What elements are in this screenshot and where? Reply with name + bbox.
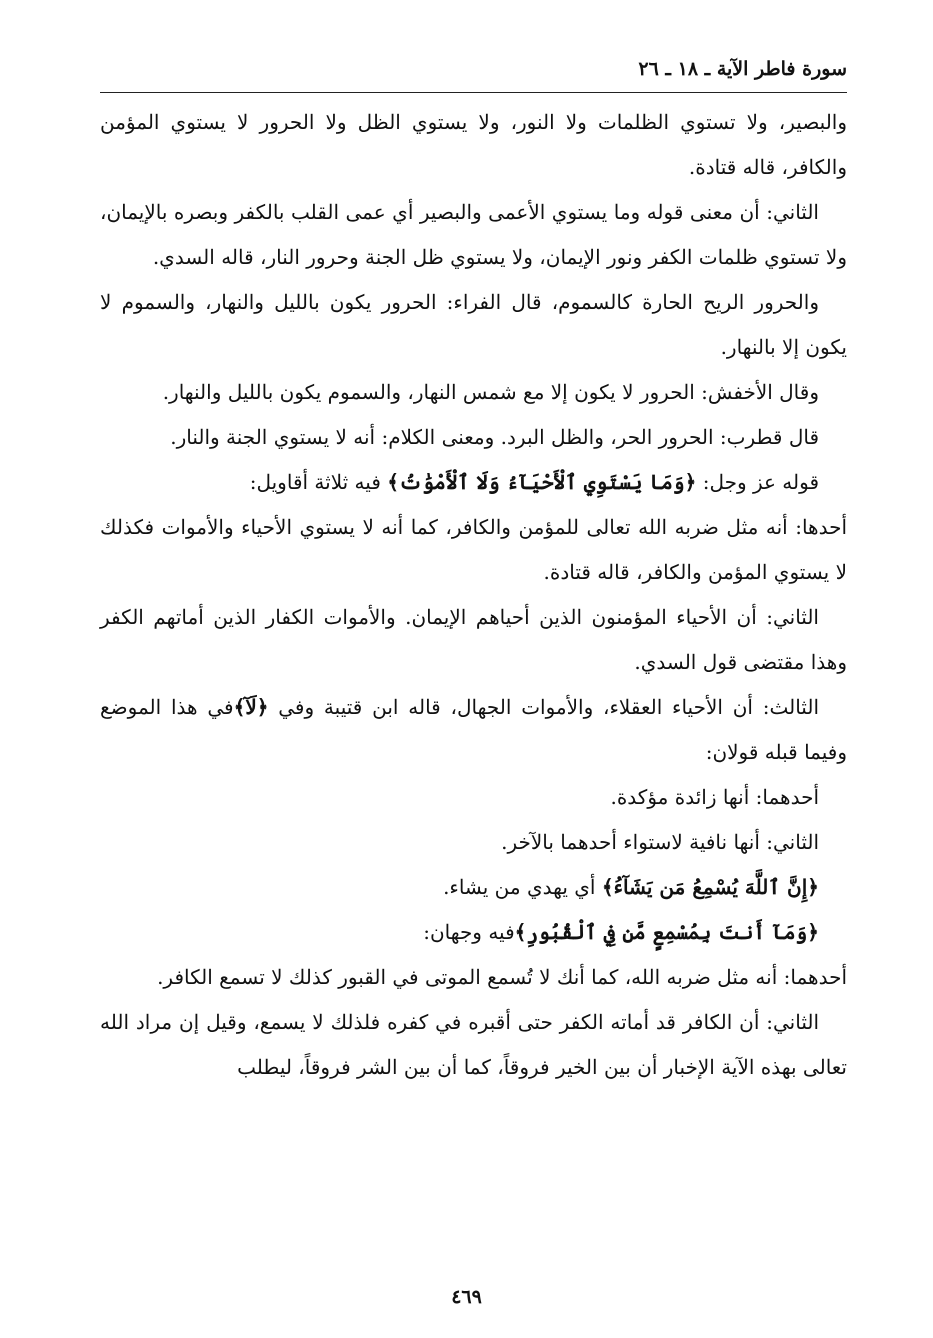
paragraph-6-post: فيه ثلاثة أقاويل: — [249, 470, 388, 494]
body-text — [100, 100, 847, 1090]
paragraph-7: أحدها: أنه مثل ضربه الله تعالى للمؤمن والكافر، كما أنه لا يستوي الأحياء والأموات فكذلك لا يستوي المؤمن والكافر، قاله قتادة. — [100, 515, 847, 584]
quran-verse: ﴿وَمَآ أَنتَ بِمُسْمِعٍ مَّن فِي ٱلْقُبُورِ﴾ — [514, 920, 819, 944]
quran-verse: ﴿وَمَا يَسْتَوِي ٱلْأَحْيَآءُ وَلَا ٱلْأَمْوَٰتُ﴾ — [387, 470, 697, 494]
paragraph-15: الثاني: أن الكافر قد أماته الكفر حتى أقبره في كفره فلذلك لا يسمع، وقيل إن مراد الله تعالى بهذه الآية الإخبار أن بين الخير فروقاً، كما أن بين الشر فروقاً، ليطلب — [100, 1010, 847, 1079]
paragraph-9 — [100, 685, 847, 775]
paragraph-8: الثاني: أن الأحياء المؤمنون الذين أحياهم الإيمان. والأموات الكفار الذين أماتهم الكفر وهذا مقتضى قول السدي. — [100, 605, 847, 674]
paragraph-5: قال قطرب: الحرور الحر، والظل البرد. ومعنى الكلام: أنه لا يستوي الجنة والنار. — [170, 425, 819, 449]
header-rule — [100, 92, 847, 93]
running-header: سورة فاطر الآية ـ ١٨ ـ ٢٦ — [638, 58, 847, 80]
paragraph-14: أحدهما: أنه مثل ضربه الله، كما أنك لا تُسمع الموتى في القبور كذلك لا تسمع الكافر. — [157, 965, 847, 989]
page-number: ٤٦٩ — [451, 1286, 482, 1308]
paragraph-2: الثاني: أن معنى قوله وما يستوي الأعمى والبصير أي عمى القلب بالكفر وبصره بالإيمان، ولا تستوي ظلمات الكفر ونور الإيمان، ولا يستوي ظل الجنة وحرور النار، قاله السدي. — [100, 200, 847, 269]
paragraph-10: أحدهما: أنها زائدة مؤكدة. — [610, 785, 819, 809]
quran-word: ﴿لَآ﴾ — [233, 695, 269, 719]
paragraph-12 — [100, 865, 847, 910]
paragraph-13 — [100, 910, 847, 955]
paragraph-9-post: في هذا الموضع وفيما قبله قولان: — [100, 695, 847, 764]
paragraph-9-pre: الثالث: أن الأحياء العقلاء، والأموات الجهال، قاله ابن قتيبة وفي — [268, 695, 819, 719]
paragraph-11: الثاني: أنها نافية لاستواء أحدهما بالآخر. — [501, 830, 819, 854]
paragraph-1: والبصير، ولا تستوي الظلمات ولا النور، ولا يستوي الظل ولا الحرور لا يستوي المؤمن والكافر، قاله قتادة. — [100, 110, 848, 179]
quran-verse: ﴿إِنَّ ٱللَّهَ يُسْمِعُ مَن يَشَآءُ﴾ — [601, 875, 819, 899]
paragraph-6 — [100, 460, 847, 505]
paragraph-3: والحرور الريح الحارة كالسموم، قال الفراء: الحرور يكون بالليل والنهار، والسموم لا يكون إلا بالنهار. — [100, 290, 847, 359]
paragraph-6-pre: قوله عز وجل: — [696, 470, 819, 494]
paragraph-4: وقال الأخفش: الحرور لا يكون إلا مع شمس النهار، والسموم يكون بالليل والنهار. — [162, 380, 819, 404]
paragraph-12-post: أي يهدي من يشاء. — [443, 875, 602, 899]
paragraph-13-post: فيه وجهان: — [423, 920, 515, 944]
